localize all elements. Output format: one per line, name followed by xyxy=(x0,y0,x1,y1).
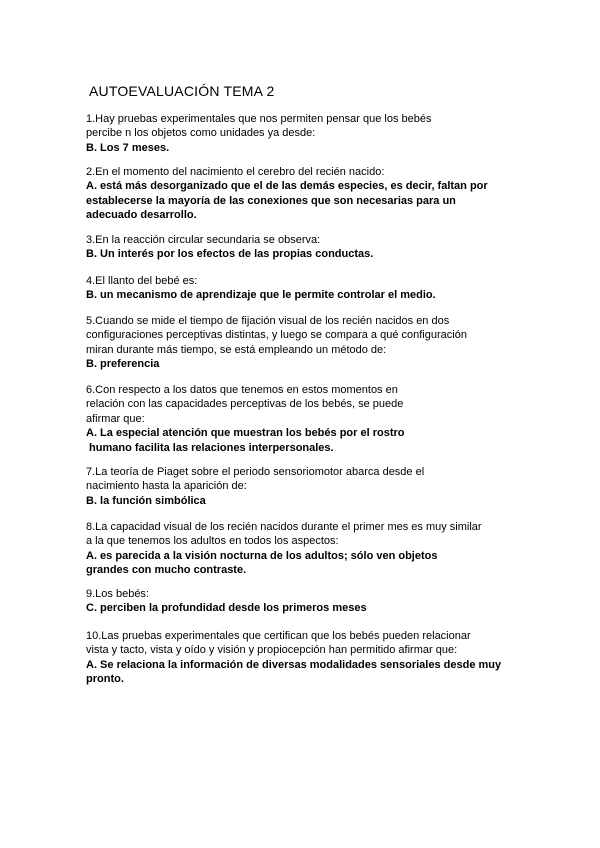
question-block-8 xyxy=(86,520,506,578)
question-line: percibe n los objetos como unidades ya desde: xyxy=(86,127,316,140)
answer-line: B. la función simbólica xyxy=(86,494,206,507)
question-line: 2.En el momento del nacimiento el cerebro del recién nacido: xyxy=(86,166,385,178)
question-line: 4.El llanto del bebé es: xyxy=(86,275,198,287)
question-line: afirmar que: xyxy=(86,412,145,425)
question-line: relación con las capacidades perceptivas de los bebés, se puede xyxy=(86,398,404,411)
question-block-5 xyxy=(86,314,506,372)
question-block-10 xyxy=(86,629,506,687)
answer-line: adecuado desarrollo. xyxy=(86,209,197,222)
answer-line: pronto. xyxy=(86,673,124,686)
question-line: 6.Con respecto a los datos que tenemos en estos momentos en xyxy=(86,384,398,396)
question-line: 3.En la reacción circular secundaria se observa: xyxy=(86,234,321,246)
answer-line: A. La especial atención que muestran los bebés por el rostro xyxy=(86,427,405,440)
answer-line: A. está más desorganizado que el de las demás especies, es decir, faltan por xyxy=(86,180,488,193)
question-line: 9.Los bebés: xyxy=(86,588,149,600)
answer-line: C. perciben la profundidad desde los primeros meses xyxy=(86,602,367,615)
answer-line: establecerse la mayoría de las conexiones que son necesarias para un xyxy=(86,194,456,207)
answer-line: A. es parecida a la visión nocturna de los adultos; sólo ven objetos xyxy=(86,549,438,562)
question-line: 8.La capacidad visual de los recién nacidos durante el primer mes es muy similar xyxy=(86,521,482,533)
question-line: nacimiento hasta la aparición de: xyxy=(86,480,247,493)
question-line: vista y tacto, vista y oído y visión y propiocepción han permitido afirmar que: xyxy=(86,644,458,657)
question-line: 10.Las pruebas experimentales que certifican que los bebés pueden relacionar xyxy=(86,630,471,642)
question-line: 7.La teoría de Piaget sobre el periodo sensoriomotor abarca desde el xyxy=(86,466,425,478)
question-block-2 xyxy=(86,165,506,223)
answer-line: A. Se relaciona la información de diversas modalidades sensoriales desde muy xyxy=(86,658,502,671)
answer-line: B. Un interés por los efectos de las propias conductas. xyxy=(86,248,374,261)
question-line: miran durante más tiempo, se está empleando un método de: xyxy=(86,343,387,356)
question-block-1 xyxy=(86,112,506,155)
answer-line: B. preferencia xyxy=(86,358,160,371)
question-line: configuraciones perceptivas distintas, y luego se compara a qué configuración xyxy=(86,329,467,342)
answer-line: humano facilita las relaciones interpersonales. xyxy=(86,441,334,454)
answer-line: grandes con mucho contraste. xyxy=(86,564,247,577)
question-block-7 xyxy=(86,465,506,508)
question-block-3 xyxy=(86,233,506,262)
answer-line: B. Los 7 meses. xyxy=(86,141,170,154)
page-title: AUTOEVALUACIÓN TEMA 2 xyxy=(89,83,275,99)
question-block-4 xyxy=(86,274,506,303)
question-line: 5.Cuando se mide el tiempo de fijación visual de los recién nacidos en dos xyxy=(86,315,450,327)
question-line: a la que tenemos los adultos en todos los aspectos: xyxy=(86,535,339,548)
question-block-6 xyxy=(86,383,506,455)
answer-line: B. un mecanismo de aprendizaje que le permite controlar el medio. xyxy=(86,289,436,302)
question-line: 1.Hay pruebas experimentales que nos permiten pensar que los bebés xyxy=(86,113,432,125)
question-block-9 xyxy=(86,587,506,616)
